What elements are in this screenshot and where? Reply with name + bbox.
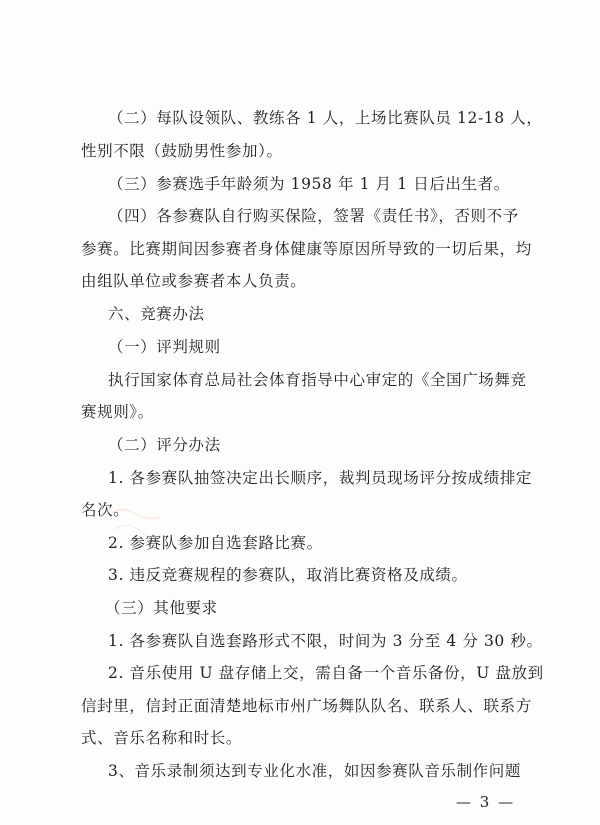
paragraph-insurance-line2: 参赛。比赛期间因参赛者身体健康等原因所导致的一切后果，均 xyxy=(81,240,532,258)
paragraph-age-requirement: （三）参赛选手年龄须为 1958 年 1 月 1 日后出生者。 xyxy=(108,175,510,193)
paragraph-scoring-1-line2: 名次。 xyxy=(81,501,130,519)
paragraph-other-3-line1: 3、音乐录制须达到专业化水准，如因参赛队音乐制作问题 xyxy=(108,762,521,780)
paragraph-team-size-line1: （二）每队设领队、教练各 1 人，上场比赛队员 12-18 人， xyxy=(108,109,543,127)
paragraph-team-size-line2: 性别不限（鼓励男性参加）。 xyxy=(81,142,283,160)
paragraph-other-2-line1: 2. 音乐使用 U 盘存储上交，需自备一个音乐备份，U 盘放到 xyxy=(108,664,544,682)
page-number: — 3 — xyxy=(456,793,516,811)
paragraph-insurance-line3: 由组队单位或参赛者本人负责。 xyxy=(81,272,307,290)
paragraph-scoring-1-line1: 1. 各参赛队抽签决定出长顺序，裁判员现场评分按成绩排定 xyxy=(108,469,533,487)
paragraph-other-2-line2: 信封里，信封正面清楚地标市州广场舞队队名、联系人、联系方 xyxy=(81,697,532,715)
paragraph-insurance-line1: （四）各参赛队自行购买保险，签署《责任书》，否则不予 xyxy=(108,207,519,225)
paragraph-rules-line1: 执行国家体育总局社会体育指导中心审定的《全国广场舞竞 xyxy=(108,371,527,389)
paragraph-rules-line2: 赛规则》。 xyxy=(81,403,154,421)
section-heading-competition-method: 六、竞赛办法 xyxy=(108,305,205,323)
subsection-scoring-method: （二）评分办法 xyxy=(108,436,221,454)
paragraph-other-2-line3: 式、音乐名称和时长。 xyxy=(81,729,243,747)
faint-stamp-mark xyxy=(100,495,170,555)
paragraph-scoring-2: 2. 参赛队参加自选套路比赛。 xyxy=(108,534,323,552)
paragraph-other-1: 1. 各参赛队自选套路形式不限，时间为 3 分至 4 分 30 秒。 xyxy=(108,632,543,650)
subsection-other-requirements: （三）其他要求 xyxy=(105,599,218,617)
paragraph-scoring-3: 3. 违反竞赛规程的参赛队，取消比赛资格及成绩。 xyxy=(108,566,468,584)
subsection-judging-rules: （一）评判规则 xyxy=(108,338,221,356)
